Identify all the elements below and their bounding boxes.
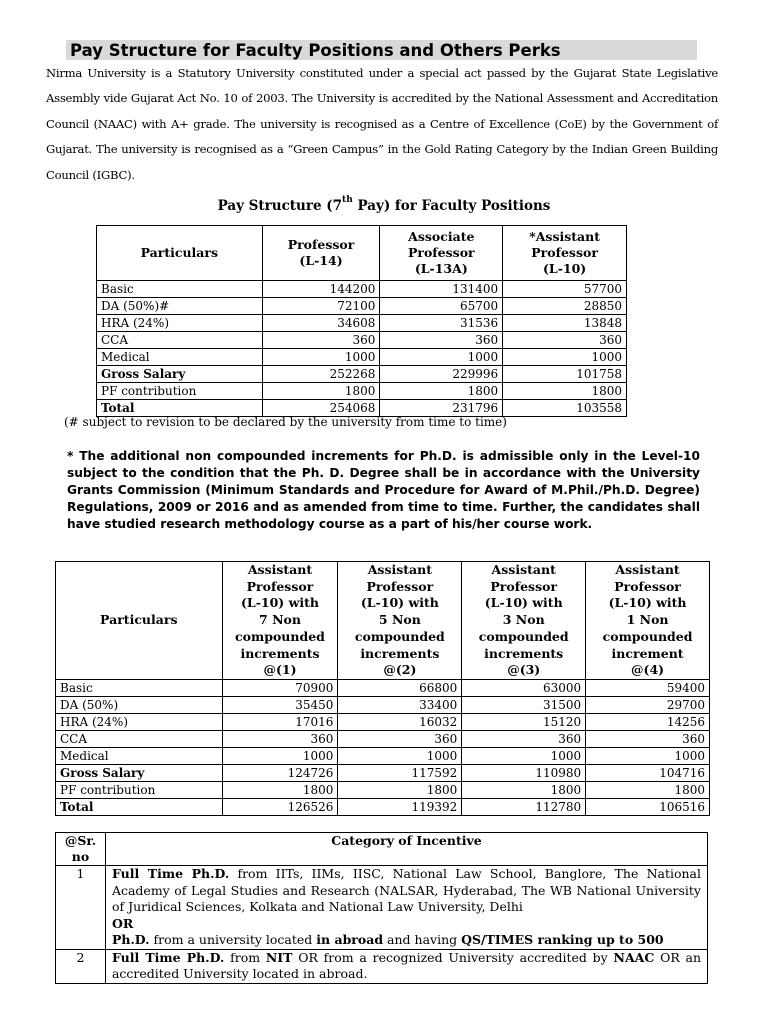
header-category: Category of Incentive — [105, 833, 707, 866]
header-professor: Professor (L-14) — [262, 226, 380, 281]
row-label: Basic — [56, 680, 223, 697]
header-1-increment: Assistant Professor (L-10) with 1 Non compounded increment @(4) — [586, 562, 710, 680]
table-row: Gross Salary 124726 117592 110980 104716 — [56, 765, 710, 782]
table-row: Gross Salary 252268 229996 101758 — [97, 366, 627, 383]
table-row: DA (50%)# 72100 65700 28850 — [97, 298, 627, 315]
table-row: Total 126526 119392 112780 106516 — [56, 799, 710, 816]
table-row — [56, 866, 708, 950]
header-5-increments: Assistant Professor (L-10) with 5 Non compounded increments @(2) — [338, 562, 462, 680]
table-header-row — [56, 833, 708, 866]
row-label: Basic — [97, 281, 263, 298]
assistant-professor-increment-table — [55, 561, 710, 816]
page-title: Pay Structure for Faculty Positions and Others Perks — [70, 41, 561, 60]
header-sr-no: @Sr. no — [56, 833, 106, 866]
row-label: Medical — [97, 349, 263, 366]
table-row: HRA (24%) 17016 16032 15120 14256 — [56, 714, 710, 731]
intro-paragraph: Nirma University is a Statutory University constituted under a special act passed by the Gujarat State Legislative Assembly vide Gujarat Act No. 10 of 2003. The University is accredited by the National Assessment and Accreditation Council (NAAC) with A+ grade. The university is recognised as a Centre of Excellence (CoE) by the Government of Gujarat. The university is recognised as a “Green Campus” in the Gold Rating Category by the Indian Green Building Council (IGBC). — [46, 66, 718, 182]
header-3-increments: Assistant Professor (L-10) with 3 Non compounded increments @(3) — [462, 562, 586, 680]
table-row: PF contribution 1800 1800 1800 1800 — [56, 782, 710, 799]
table-row: Basic 144200 131400 57700 — [97, 281, 627, 298]
header-associate-professor: Associate Professor (L-13A) — [380, 226, 503, 281]
row-label: Gross Salary — [97, 366, 263, 383]
sr-number: 1 — [56, 866, 106, 950]
row-label: HRA (24%) — [56, 714, 223, 731]
table-row — [56, 949, 708, 983]
row-label: Gross Salary — [56, 765, 223, 782]
table-row: CCA 360 360 360 360 — [56, 731, 710, 748]
table-header-row — [56, 562, 710, 680]
table-row: CCA 360 360 360 — [97, 332, 627, 349]
header-assistant-professor: *Assistant Professor (L-10) — [503, 226, 627, 281]
table-row: PF contribution 1800 1800 1800 — [97, 383, 627, 400]
row-label: HRA (24%) — [97, 315, 263, 332]
row-label: PF contribution — [56, 782, 223, 799]
row-label: Medical — [56, 748, 223, 765]
incentive-category-table — [55, 832, 708, 984]
row-label: DA (50%) — [56, 697, 223, 714]
pay-structure-heading: Pay Structure (7th Pay) for Faculty Positions — [217, 195, 551, 214]
table-row: HRA (24%) 34608 31536 13848 — [97, 315, 627, 332]
header-particulars: Particulars — [56, 562, 223, 680]
table-row: DA (50%) 35450 33400 31500 29700 — [56, 697, 710, 714]
row-label: CCA — [56, 731, 223, 748]
header-7-increments: Assistant Professor (L-10) with 7 Non compounded increments @(1) — [222, 562, 338, 680]
table-row: Total 254068 231796 103558 — [97, 400, 627, 417]
table-row: Medical 1000 1000 1000 1000 — [56, 748, 710, 765]
revision-note: (# subject to revision to be declared by the university from time to time) — [64, 415, 507, 429]
sr-number: 2 — [56, 949, 106, 983]
row-label: CCA — [97, 332, 263, 349]
row-label: Total — [97, 400, 263, 417]
row-label: DA (50%)# — [97, 298, 263, 315]
phd-increment-note: * The additional non compounded increments for Ph.D. is admissible only in the Level-10 subject to the condition that the Ph. D. Degree shall be in accordance with the University Grants Commission (Minimum Standards and Procedure for Award of M.Phil./Ph.D. Degree) Regulations, 2009 or 2016 and as amended from time to time. Further, the candidates shall have studied research methodology course as a part of his/her course work. — [67, 449, 700, 531]
table-header-row — [97, 226, 627, 281]
table-row: Basic 70900 66800 63000 59400 — [56, 680, 710, 697]
table-row: Medical 1000 1000 1000 — [97, 349, 627, 366]
row-label: Total — [56, 799, 223, 816]
faculty-pay-table — [96, 225, 627, 417]
row-label: PF contribution — [97, 383, 263, 400]
header-particulars: Particulars — [97, 226, 263, 281]
incentive-description: Full Time Ph.D. from NIT OR from a recognized University accredited by NAAC OR an accredited University located in abroad. — [105, 949, 707, 983]
incentive-description: Full Time Ph.D. from IITs, IIMs, IISC, National Law School, Banglore, The National Academy of Legal Studies and Research (NALSAR, Hyderabad, The WB National University of Juridical Sciences, Kolkata and National Law University, Delhi OR Ph.D. from a university located in abroad and having QS/TIMES ranking up to 500 — [105, 866, 707, 950]
